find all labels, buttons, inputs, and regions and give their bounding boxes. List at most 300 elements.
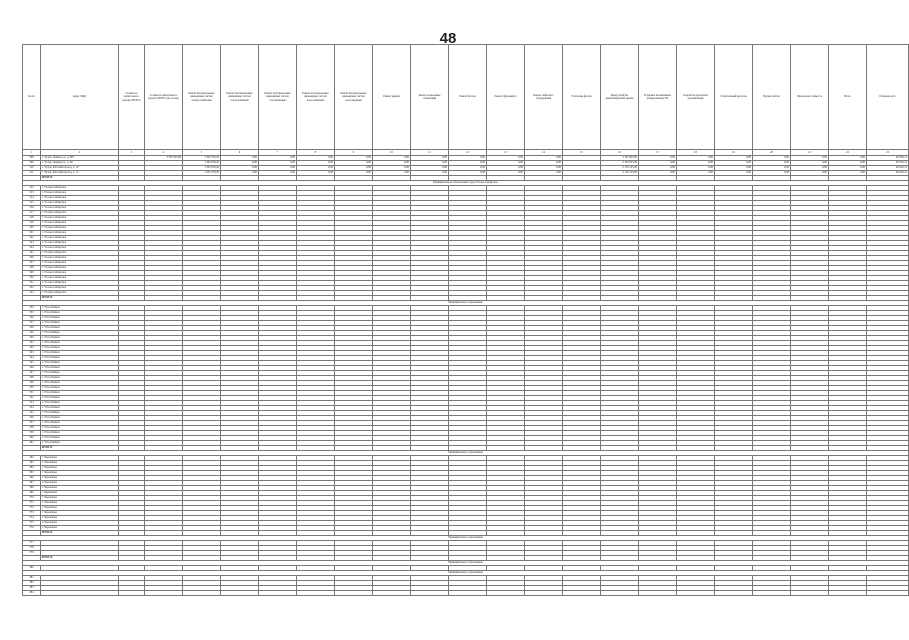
table-header: [23, 45, 909, 150]
column-number-cell: 2: [41, 150, 119, 156]
table-cell: [753, 591, 791, 596]
table-cell: 325: [23, 251, 41, 256]
table-cell: 335: [23, 311, 41, 316]
table-cell: [119, 591, 145, 596]
table-cell: 308: [23, 156, 41, 161]
table-cell: [487, 591, 525, 596]
table-cell: 0,00: [297, 171, 335, 176]
table-cell: г. Черемхово: [41, 471, 119, 476]
table-cell: 0,00: [677, 156, 715, 161]
table-cell: 362: [23, 456, 41, 461]
table-cell: г. Усть-Илимск: [41, 351, 119, 356]
table-cell: ИТОГО:: [41, 176, 119, 181]
table-cell: 373: [23, 511, 41, 516]
table-cell: ИТОГО:: [41, 296, 119, 301]
table-cell: 1 302 870,20: [183, 161, 221, 166]
table-cell: 345: [23, 361, 41, 366]
column-header: Ремонт внутридомовых инженерных систем теплоснабжения: [221, 45, 259, 150]
table-cell: 334: [23, 306, 41, 311]
table-cell: 348: [23, 376, 41, 381]
table-cell: 338: [23, 326, 41, 331]
table-cell: ИТОГО:: [41, 531, 119, 536]
table-cell: г. Усть-Илимск: [41, 336, 119, 341]
table-cell: ИТОГО:: [41, 446, 119, 451]
table-cell: 0,00: [297, 156, 335, 161]
table-cell: [563, 591, 601, 596]
table-cell: 2 176 125,00: [601, 171, 639, 176]
table-cell: г. Усолье-Сибирское: [41, 286, 119, 291]
table-cell: г. Усолье-Сибирское: [41, 226, 119, 231]
table-cell: г. Черемхово: [41, 516, 119, 521]
column-number-cell: 8: [297, 150, 335, 156]
table-cell: 378: [23, 546, 41, 551]
table-cell: г. Черемхово: [41, 506, 119, 511]
table-cell: [449, 591, 487, 596]
table-cell: 320: [23, 226, 41, 231]
table-cell: г. Усть-Илимск: [41, 406, 119, 411]
table-cell: г. Черемхово: [41, 521, 119, 526]
table-cell: 0,00: [221, 156, 259, 161]
table-cell: г. Усолье-Сибирское: [41, 291, 119, 296]
column-header: Ремонт крыши: [373, 45, 411, 150]
table-cell: 369: [23, 491, 41, 496]
table-cell: 0,00: [449, 156, 487, 161]
column-header: Переустройство невентилируемой крыши: [601, 45, 639, 150]
table-cell: г. Усть-Илимск: [41, 431, 119, 436]
table-cell: 350: [23, 386, 41, 391]
table-cell: 0,00: [259, 166, 297, 171]
table-cell: г. Усть-Илимск: [41, 331, 119, 336]
table-cell: 0,00: [373, 156, 411, 161]
table-cell: 0,00: [715, 161, 753, 166]
table-cell: 322: [23, 236, 41, 241]
table-body: [23, 150, 909, 596]
table-cell: 0,00: [525, 166, 563, 171]
table-cell: [297, 591, 335, 596]
table-cell: 0,00: [221, 171, 259, 176]
table-cell: 321: [23, 231, 41, 236]
table-cell: 329: [23, 271, 41, 276]
table-cell: 336: [23, 316, 41, 321]
column-number-cell: 21: [791, 150, 829, 156]
column-number-cell: 18: [677, 150, 715, 156]
table-cell: 371: [23, 501, 41, 506]
table-cell: 314: [23, 196, 41, 201]
table-cell: г. Усолье-Сибирское: [41, 186, 119, 191]
table-cell: 310: [23, 166, 41, 171]
table-cell: г. Тулун, Ленина ул., д. 60: [41, 161, 119, 166]
table-cell: г. Черемхово: [41, 461, 119, 466]
table-cell: 0,00: [753, 166, 791, 171]
table-cell: 339: [23, 331, 41, 336]
table-cell: г. Черемхово: [41, 486, 119, 491]
table-cell: 0,00: [259, 171, 297, 176]
table-cell: 331: [23, 281, 41, 286]
table-cell: г. Черемхово: [41, 456, 119, 461]
column-number-cell: 10: [373, 150, 411, 156]
table-cell: 0,00: [525, 171, 563, 176]
table-cell: г. Усть-Илимск: [41, 371, 119, 376]
table-cell: г. Черемхово: [41, 476, 119, 481]
column-header: Ремонт внутридомовых инженерных систем водоотведения: [335, 45, 373, 150]
table-cell: г. Усть-Илимск: [41, 356, 119, 361]
section-title: Муниципальное образование: [23, 571, 909, 576]
table-cell: 364: [23, 466, 41, 471]
column-header: Ремонт внутридомовых инженерных систем газоснабжения: [259, 45, 297, 150]
table-cell: 337: [23, 321, 41, 326]
table-cell: 0,00: [753, 171, 791, 176]
column-header: Ремонт лифтового оборудования: [525, 45, 563, 150]
table-cell: 330: [23, 276, 41, 281]
capital-repair-table: [22, 44, 909, 596]
table-cell: 40 650,12: [867, 171, 909, 176]
table-cell: г. Усолье-Сибирское: [41, 261, 119, 266]
table-cell: 382: [23, 581, 41, 586]
table-cell: г. Усть-Илимск: [41, 421, 119, 426]
table-cell: [259, 591, 297, 596]
table-cell: 333: [23, 291, 41, 296]
column-header: Адрес МКД: [41, 45, 119, 150]
column-header: Разработка проектной документации: [677, 45, 715, 150]
column-number-cell: 7: [259, 150, 297, 156]
page-number: 48: [439, 30, 457, 47]
table-cell: г. Усолье-Сибирское: [41, 196, 119, 201]
table-cell: 381: [23, 576, 41, 581]
table-cell: [829, 591, 867, 596]
table-cell: г. Усть-Илимск: [41, 361, 119, 366]
table-cell: 0,00: [715, 166, 753, 171]
table-cell: г. Усолье-Сибирское: [41, 271, 119, 276]
column-number-cell: 23: [867, 150, 909, 156]
table-cell: 0,00: [791, 156, 829, 161]
table-cell: [41, 591, 119, 596]
table-cell: г. Усть-Илимск: [41, 416, 119, 421]
table-cell: 383: [23, 586, 41, 591]
table-cell: 363: [23, 461, 41, 466]
table-cell: г. Черемхово: [41, 466, 119, 471]
table-cell: 0,00: [753, 161, 791, 166]
table-cell: г. Черемхово: [41, 481, 119, 486]
table-cell: г. Усолье-Сибирское: [41, 281, 119, 286]
table-cell: г. Черемхово: [41, 526, 119, 531]
table-cell: г. Усолье-Сибирское: [41, 236, 119, 241]
table-cell: 312: [23, 186, 41, 191]
column-header: Стоимость капитального ремонта ВСЕГО (по лотам): [145, 45, 183, 150]
table-cell: 0,00: [449, 166, 487, 171]
table-cell: 359: [23, 431, 41, 436]
table-cell: 0,00: [297, 166, 335, 171]
table-cell: 319: [23, 221, 41, 226]
table-cell: 327: [23, 261, 41, 266]
column-header: Прочие работы: [753, 45, 791, 150]
table-cell: [601, 591, 639, 596]
table-cell: г. Усолье-Сибирское: [41, 206, 119, 211]
table-cell: г. Тулун, Ленина ул., д. 807: [41, 156, 119, 161]
table-cell: 0,00: [335, 171, 373, 176]
section-title: Муниципальное образование город Усолье-Сибирское: [23, 181, 909, 186]
table-cell: 0,00: [791, 161, 829, 166]
table-cell: 0,00: [335, 156, 373, 161]
table-cell: 309: [23, 161, 41, 166]
table-cell: [145, 591, 183, 596]
column-number-cell: 1: [23, 150, 41, 156]
table-cell: [867, 591, 909, 596]
table-cell: г. Усолье-Сибирское: [41, 241, 119, 246]
table-cell: [373, 591, 411, 596]
table-cell: г. Усолье-Сибирское: [41, 231, 119, 236]
column-number-cell: 9: [335, 150, 373, 156]
table-cell: 0,00: [753, 156, 791, 161]
table-cell: 1 302 870,20: [183, 166, 221, 171]
table-cell: г. Усолье-Сибирское: [41, 216, 119, 221]
column-number-cell: 14: [525, 150, 563, 156]
table-cell: 0,00: [487, 166, 525, 171]
table-cell: г. Тулун, Рабочий проезд, д. 13: [41, 171, 119, 176]
table-cell: 342: [23, 346, 41, 351]
table-cell: 340: [23, 336, 41, 341]
table-cell: г. Тулун, Рабочий проезд, д. 12: [41, 166, 119, 171]
table-cell: 349: [23, 381, 41, 386]
table-cell: 366: [23, 476, 41, 481]
table-cell: г. Усолье-Сибирское: [41, 221, 119, 226]
table-cell: 0,00: [791, 166, 829, 171]
header-row: [23, 45, 909, 150]
column-number-cell: 3: [119, 150, 145, 156]
table-cell: 0,00: [487, 161, 525, 166]
table-cell: [715, 591, 753, 596]
section-title: Муниципальное образование: [23, 561, 909, 566]
table-cell: 0,00: [221, 161, 259, 166]
table-cell: 0,00: [259, 156, 297, 161]
table-cell: 0,00: [791, 171, 829, 176]
table-cell: 0,00: [297, 161, 335, 166]
table-cell: 40 650,12: [867, 156, 909, 161]
table-cell: 0,00: [639, 156, 677, 161]
table-cell: 323: [23, 241, 41, 246]
table-cell: 315: [23, 201, 41, 206]
table-cell: 344: [23, 356, 41, 361]
table-cell: 0,00: [639, 161, 677, 166]
table-cell: 0,00: [829, 156, 867, 161]
table-cell: 2 176 125,00: [601, 166, 639, 171]
table-cell: [525, 591, 563, 596]
table-cell: г. Усолье-Сибирское: [41, 246, 119, 251]
table-cell: г. Усть-Илимск: [41, 436, 119, 441]
table-cell: 356: [23, 416, 41, 421]
table-cell: 0,00: [373, 171, 411, 176]
table-cell: г. Усть-Илимск: [41, 321, 119, 326]
table-cell: 0,00: [373, 166, 411, 171]
table-cell: 0,00: [715, 171, 753, 176]
table-cell: г. Усолье-Сибирское: [41, 276, 119, 281]
table-cell: 367: [23, 481, 41, 486]
table-cell: 326: [23, 256, 41, 261]
table-cell: 0,00: [373, 161, 411, 166]
table-cell: 352: [23, 396, 41, 401]
section-title: Муниципальное образование: [23, 451, 909, 456]
table-cell: г. Усолье-Сибирское: [41, 191, 119, 196]
table-cell: 0,00: [829, 161, 867, 166]
column-header: Установка коллективных (общедомовых) ПУ: [639, 45, 677, 150]
table-cell: 0,00: [335, 161, 373, 166]
column-header: Ремонт внутридомовых инженерных систем водоснабжения: [297, 45, 335, 150]
table-cell: 311: [23, 171, 41, 176]
table-cell: 375: [23, 521, 41, 526]
table-cell: г. Усть-Илимск: [41, 311, 119, 316]
column-header: Стоимость капитального ремонта ВСЕГО: [119, 45, 145, 150]
column-header: Ремонт фундамента: [487, 45, 525, 150]
table-cell: 318: [23, 216, 41, 221]
table-cell: 317: [23, 211, 41, 216]
table-cell: г. Черемхово: [41, 501, 119, 506]
table-cell: 357: [23, 421, 41, 426]
table-cell: 0,00: [639, 171, 677, 176]
table-cell: 354: [23, 406, 41, 411]
table-cell: г. Усолье-Сибирское: [41, 201, 119, 206]
table-cell: 2 163 825,00: [601, 156, 639, 161]
table-cell: 365: [23, 471, 41, 476]
column-number-cell: 5: [183, 150, 221, 156]
table-cell: 0,00: [639, 166, 677, 171]
table-cell: 0,00: [487, 156, 525, 161]
table-cell: 0,00: [411, 161, 449, 166]
table-cell: [639, 591, 677, 596]
table-cell: 379: [23, 551, 41, 556]
table-cell: 341: [23, 341, 41, 346]
table-cell: 346: [23, 366, 41, 371]
column-header: Итого: [829, 45, 867, 150]
table-cell: 347: [23, 371, 41, 376]
column-number-cell: 6: [221, 150, 259, 156]
table-cell: 0,00: [411, 171, 449, 176]
table-cell: 358: [23, 426, 41, 431]
table-cell: 360: [23, 436, 41, 441]
table-cell: [221, 591, 259, 596]
table-cell: г. Черемхово: [41, 496, 119, 501]
table-cell: 324: [23, 246, 41, 251]
table-cell: г. Усть-Илимск: [41, 376, 119, 381]
table-row: [23, 591, 909, 596]
table-cell: 0,00: [259, 161, 297, 166]
column-number-cell: 19: [715, 150, 753, 156]
table-cell: 0,00: [829, 171, 867, 176]
table-cell: 376: [23, 526, 41, 531]
column-number-cell: 20: [753, 150, 791, 156]
table-cell: 2 163 825,00: [601, 161, 639, 166]
column-header: № п/п: [23, 45, 41, 150]
table-cell: [677, 591, 715, 596]
table-cell: 0,00: [449, 171, 487, 176]
table-cell: г. Усть-Илимск: [41, 316, 119, 321]
column-header: Плановая дата: [867, 45, 909, 150]
column-number-cell: 11: [411, 150, 449, 156]
table-cell: 0,00: [715, 156, 753, 161]
table-cell: г. Усть-Илимск: [41, 391, 119, 396]
table-cell: г. Усть-Илимск: [41, 401, 119, 406]
table-cell: г. Усть-Илимск: [41, 396, 119, 401]
table-cell: 351: [23, 391, 41, 396]
table-cell: 0,00: [411, 156, 449, 161]
column-number-cell: 4: [145, 150, 183, 156]
column-header: Предельная стоимость: [791, 45, 829, 150]
table-cell: г. Усть-Илимск: [41, 381, 119, 386]
table-cell: г. Усть-Илимск: [41, 366, 119, 371]
table-cell: 0,00: [677, 171, 715, 176]
table-cell: 372: [23, 506, 41, 511]
table-cell: [335, 591, 373, 596]
table-cell: г. Черемхово: [41, 511, 119, 516]
table-cell: 370: [23, 496, 41, 501]
table-cell: [411, 591, 449, 596]
table-cell: [791, 591, 829, 596]
table-cell: г. Усолье-Сибирское: [41, 211, 119, 216]
table-cell: ИТОГО:: [41, 556, 119, 561]
table-cell: 0,00: [677, 161, 715, 166]
table-cell: 0,00: [525, 156, 563, 161]
section-title: Муниципальное образование: [23, 301, 909, 306]
table-cell: 332: [23, 286, 41, 291]
table-cell: 374: [23, 516, 41, 521]
column-header: Ремонт внутридомовых инженерных систем электроснабжения: [183, 45, 221, 150]
table-cell: 384: [23, 591, 41, 596]
column-header: Строительный контроль: [715, 45, 753, 150]
table-cell: г. Усть-Илимск: [41, 346, 119, 351]
table-cell: 0,00: [335, 166, 373, 171]
table-cell: 0,00: [411, 166, 449, 171]
table-cell: 40 650,12: [867, 161, 909, 166]
table-cell: 0,00: [221, 166, 259, 171]
table-cell: г. Усть-Илимск: [41, 426, 119, 431]
table-cell: 355: [23, 411, 41, 416]
column-header: Ремонт фасада: [449, 45, 487, 150]
table-cell: 368: [23, 486, 41, 491]
table-cell: 3 765 325,06: [145, 156, 183, 161]
column-header: Ремонт подвальных помещений: [411, 45, 449, 150]
column-number-cell: 17: [639, 150, 677, 156]
table-cell: 380: [23, 566, 41, 571]
table-cell: г. Черемхово: [41, 491, 119, 496]
table-cell: г. Усть-Илимск: [41, 326, 119, 331]
table-cell: г. Усть-Илимск: [41, 341, 119, 346]
table-cell: 316: [23, 206, 41, 211]
table-cell: 0,00: [449, 161, 487, 166]
table-cell: г. Усть-Илимск: [41, 411, 119, 416]
column-number-cell: 13: [487, 150, 525, 156]
table-cell: 0,00: [677, 166, 715, 171]
table-cell: 0,00: [829, 166, 867, 171]
table-cell: г. Усолье-Сибирское: [41, 251, 119, 256]
table-cell: 0,00: [487, 171, 525, 176]
table-cell: 1 305 078,20: [183, 171, 221, 176]
table-cell: 328: [23, 266, 41, 271]
table-cell: 343: [23, 351, 41, 356]
table-cell: 313: [23, 191, 41, 196]
table-cell: г. Усолье-Сибирское: [41, 266, 119, 271]
table-cell: 0,00: [525, 161, 563, 166]
table-cell: г. Усолье-Сибирское: [41, 256, 119, 261]
table-cell: 353: [23, 401, 41, 406]
column-number-cell: 12: [449, 150, 487, 156]
column-number-cell: 16: [601, 150, 639, 156]
section-title: Муниципальное образование: [23, 536, 909, 541]
table-cell: г. Усть-Илимск: [41, 441, 119, 446]
table-cell: 1 302 375,20: [183, 156, 221, 161]
column-number-cell: 15: [563, 150, 601, 156]
table-cell: г. Усть-Илимск: [41, 306, 119, 311]
table-cell: 361: [23, 441, 41, 446]
table-cell: г. Усть-Илимск: [41, 386, 119, 391]
column-number-cell: 22: [829, 150, 867, 156]
